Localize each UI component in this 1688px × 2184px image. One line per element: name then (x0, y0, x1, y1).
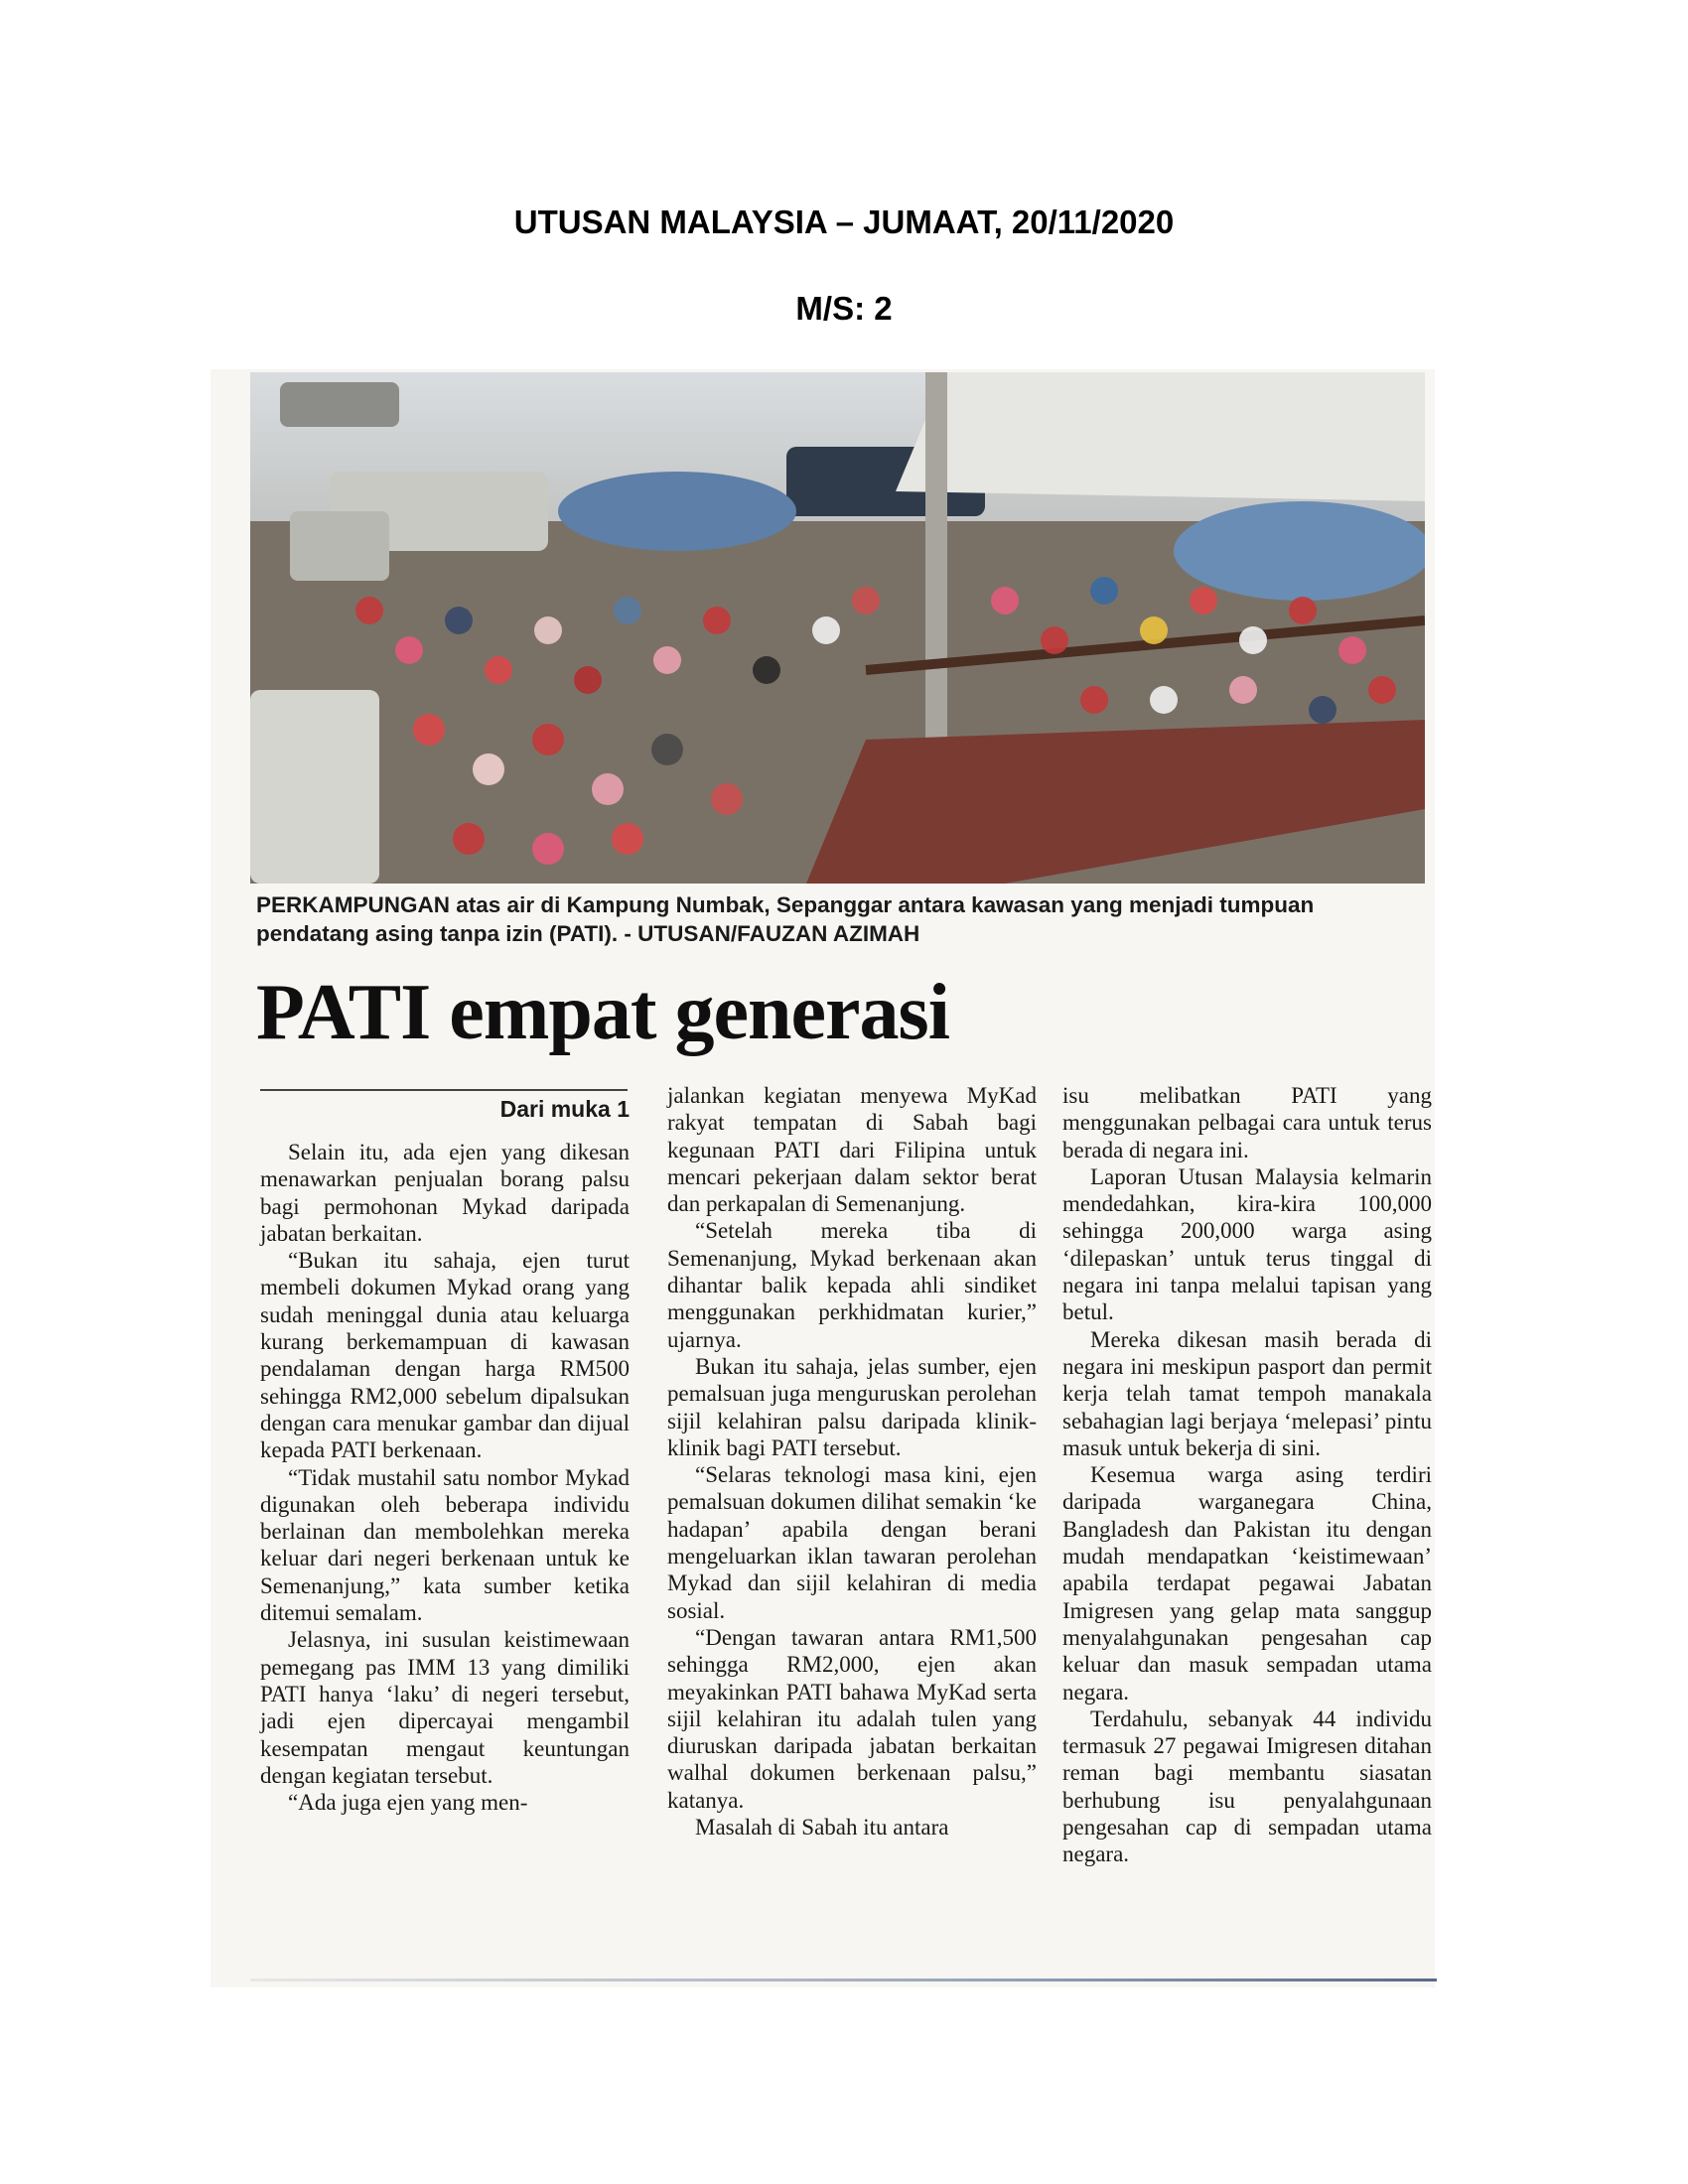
caption-text: atas air di Kampung Numbak, Sepanggar antara kawasan yang menjadi tumpuan pendatang asing tanpa izin (PATI). - UTUSAN/FAUZAN AZIMAH (256, 892, 1315, 946)
paragraph: “Setelah mereka tiba di Semenanjung, Mykad berkenaan akan dihantar balik kepada ahli sindiket menggunakan perkhidmatan kurier,” ujarnya. (667, 1218, 1037, 1352)
paragraph: Bukan itu sahaja, jelas sumber, ejen pemalsuan juga menguruskan perolehan sijil kelahiran palsu daripada klinik-klinik bagi PATI tersebut. (667, 1353, 1037, 1460)
paragraph: Terdahulu, sebanyak 44 individu termasuk 27 pegawai Imigresen ditahan reman bagi membantu siasatan berhubung isu penyalahgunaan pengesahan cap di sempadan utama negara. (1062, 1706, 1432, 1867)
article-column-2 (667, 1082, 1037, 1841)
paragraph: “Tidak mustahil satu nombor Mykad digunakan oleh beberapa individu berlainan dan membolehkan mereka keluar dari negeri berkenaan untuk ke Semenanjung,” kata sumber ketika ditemui semalam. (260, 1464, 630, 1626)
continued-from-label: Dari muka 1 (499, 1096, 630, 1122)
continuation-rule (260, 1089, 628, 1091)
article-column-1 (260, 1139, 630, 1816)
paragraph: Masalah di Sabah itu antara (695, 1815, 949, 1841)
article-headline: PATI empat generasi (256, 969, 949, 1056)
paragraph: Selain itu, ada ejen yang dikesan menawarkan penjualan borang palsu bagi permohonan Mykad daripada jabatan berkaitan. (260, 1140, 630, 1246)
paragraph: Jelasnya, ini susulan keistimewaan pemegang pas IMM 13 yang dimiliki PATI hanya ‘laku’ di negeri tersebut, jadi ejen dipercayai mengambil kesempatan mengaut keuntungan dengan kegiatan tersebut. (260, 1627, 630, 1788)
paragraph: “Dengan tawaran antara RM1,500 sehingga RM2,000, ejen akan meyakinkan PATI bahawa MyKad serta sijil kelahiran itu adalah tulen yang diuruskan daripada jabatan berkaitan walhal dokumen berkenaan palsu,” katanya. (667, 1624, 1037, 1813)
paragraph: Mereka dikesan masih berada di negara ini meskipun pasport dan permit kerja telah tamat tempoh manakala sebahagian lagi berjaya ‘melepasi’ pintu masuk untuk bekerja di sini. (1062, 1326, 1432, 1460)
publication-date-header: UTUSAN MALAYSIA – JUMAAT, 20/11/2020 (513, 204, 1175, 240)
paragraph: Kesemua warga asing terdiri daripada warganegara China, Bangladesh dan Pakistan itu dengan mudah mendapatkan ‘keistimewaan’ apabila terdapat pegawai Jabatan Imigresen yang gelap mata sanggup menyalahgunakan pengesahan cap keluar dan masuk sempadan utama negara. (1062, 1462, 1432, 1705)
photo-caption (256, 890, 1428, 948)
page-number-header: M/S: 2 (795, 290, 893, 327)
paragraph: isu melibatkan PATI yang menggunakan pelbagai cara untuk terus berada di negara ini. (1062, 1083, 1432, 1162)
paragraph: “Selaras teknologi masa kini, ejen pemalsuan dokumen dilihat semakin ‘ke hadapan’ apabila dengan berani mengeluarkan iklan tawaran perolehan Mykad dan sijil kelahiran di media sosial. (667, 1462, 1037, 1623)
paragraph: “Bukan itu sahaja, ejen turut membeli dokumen Mykad orang yang sudah meninggal dunia atau keluarga kurang berkemampuan di kawasan pendalaman dengan harga RM500 sehingga RM2,000 sebelum dipalsukan dengan cara menukar gambar dan dijual kepada PATI berkenaan. (260, 1248, 630, 1463)
paragraph: jalankan kegiatan menyewa MyKad rakyat tempatan di Sabah bagi kegunaan PATI dari Filipina untuk mencari pekerjaan dalam sektor berat dan perkapalan di Semenanjung. (667, 1083, 1037, 1217)
paragraph: Laporan Utusan Malaysia kelmarin mendedahkan, kira-kira 100,000 sehingga 200,000 warga asing ‘dilepaskan’ untuk terus tinggal di negara ini tanpa melalui tapisan yang betul. (1062, 1163, 1432, 1325)
paragraph: “Ada juga ejen yang men- (288, 1790, 528, 1816)
news-photo-crowd (250, 372, 1425, 884)
caption-lead: PERKAMPUNGAN (256, 892, 451, 917)
article-column-3 (1062, 1082, 1432, 1868)
bottom-border-rule (250, 1979, 1437, 1981)
